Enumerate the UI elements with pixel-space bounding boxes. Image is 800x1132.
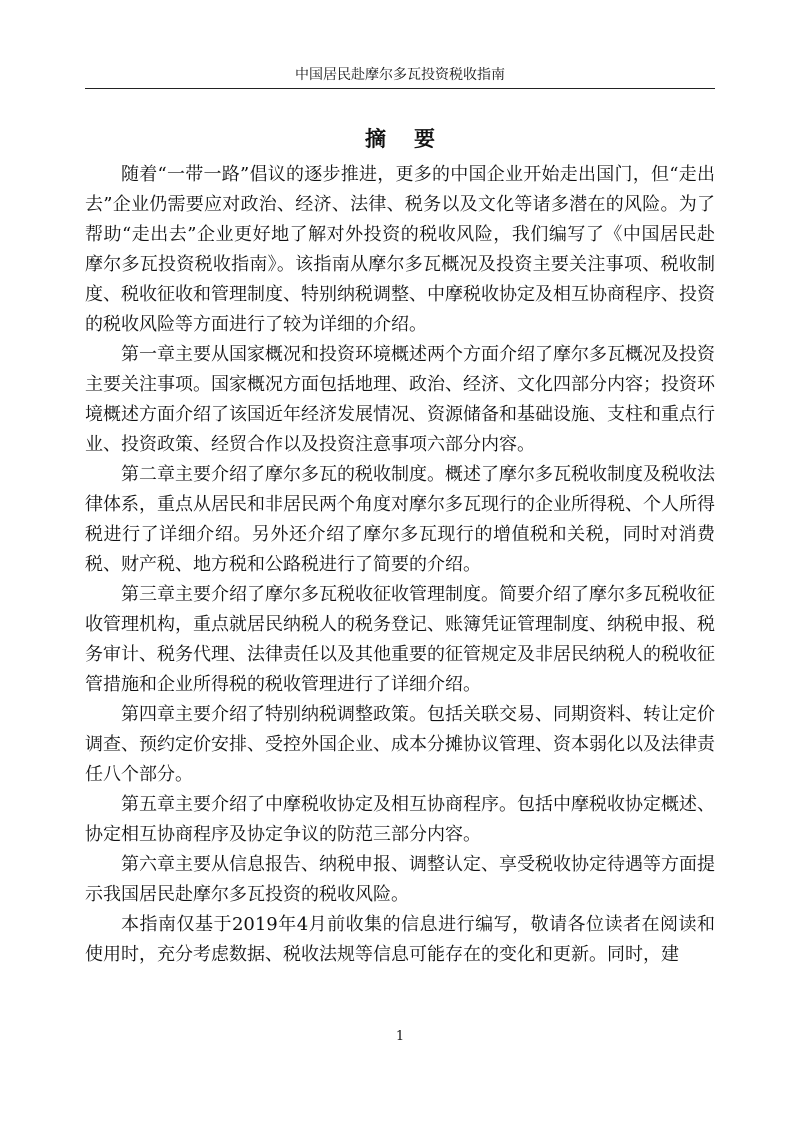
paragraph: 第五章主要介绍了中摩税收协定及相互协商程序。包括中摩税收协定概述、协定相互协商程序及协定争议的防范三部分内容。 [85,794,715,845]
paragraph: 第二章主要介绍了摩尔多瓦的税收制度。概述了摩尔多瓦税收制度及税收法律体系，重点从居民和非居民两个角度对摩尔多瓦现行的企业所得税、个人所得税进行了详细介绍。另外还介绍了摩尔多瓦现行的增值税和关税，同时对消费税、财产税、地方税和公路税进行了简要的介绍。 [85,464,715,575]
paragraph: 本指南仅基于2019年4月前收集的信息进行编写，敬请各位读者在阅读和使用时，充分考虑数据、税收法规等信息可能存在的变化和更新。同时，建 [85,914,715,965]
page-number: 1 [395,1029,405,1044]
paragraph: 第三章主要介绍了摩尔多瓦税收征收管理制度。简要介绍了摩尔多瓦税收征收管理机构，重点就居民纳税人的税务登记、账簿凭证管理制度、纳税申报、税务审计、税务代理、法律责任以及其他重要的征管规定及非居民纳税人的税收征管措施和企业所得税的税收管理进行了详细介绍。 [85,584,715,695]
page-title: 摘要 [365,126,463,151]
paragraph: 第四章主要介绍了特别纳税调整政策。包括关联交易、同期资料、转让定价调查、预约定价安排、受控外国企业、成本分摊协议管理、资本弱化以及法律责任八个部分。 [85,704,715,785]
running-header [85,66,715,89]
paragraph: 随着“一带一路”倡议的逐步推进，更多的中国企业开始走出国门，但“走出去”企业仍需要应对政治、经济、法律、税务以及文化等诸多潜在的风险。为了帮助“走出去”企业更好地了解对外投资的税收风险，我们编写了《中国居民赴摩尔多瓦投资税收指南》。该指南从摩尔多瓦概况及投资主要关注事项、税收制度、税收征收和管理制度、特别纳税调整、中摩税收协定及相互协商程序、投资的税收风险等方面进行了较为详细的介绍。 [85,164,715,335]
abstract-body [85,160,715,970]
running-title: 中国居民赴摩尔多瓦投资税收指南 [295,67,505,83]
paragraph: 第一章主要从国家概况和投资环境概述两个方面介绍了摩尔多瓦概况及投资主要关注事项。国家概况方面包括地理、政治、经济、文化四部分内容；投资环境概述方面介绍了该国近年经济发展情况、资源储备和基础设施、支柱和重点行业、投资政策、经贸合作以及投资注意事项六部分内容。 [85,344,715,455]
paragraph: 第六章主要从信息报告、纳税申报、调整认定、享受税收协定待遇等方面提示我国居民赴摩尔多瓦投资的税收风险。 [85,854,715,905]
